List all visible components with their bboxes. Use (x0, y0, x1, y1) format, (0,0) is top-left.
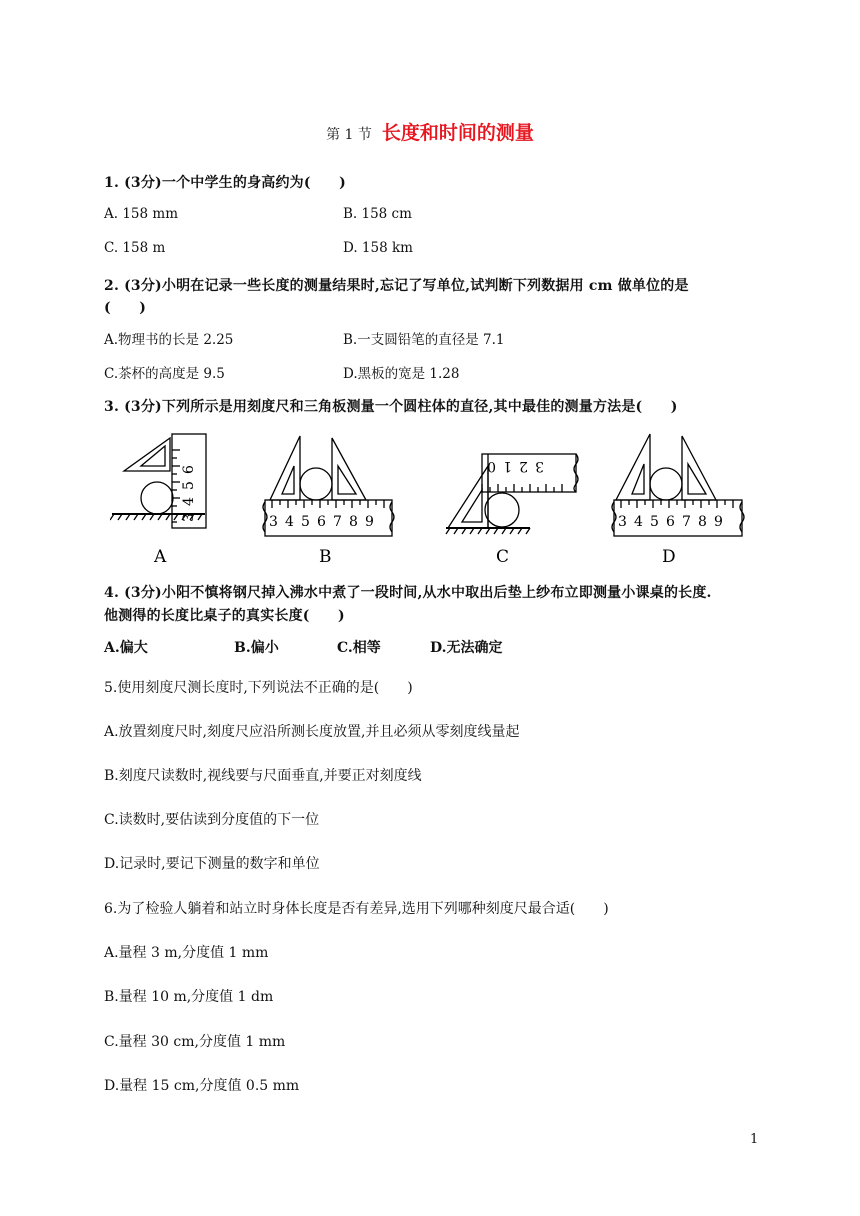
section-title: 长度和时间的测量 (381, 122, 534, 144)
question-5-stem: 5.使用刻度尺测长度时,下列说法不正确的是( ) (104, 680, 413, 696)
question-1-option-d: D. 158 km (343, 240, 413, 256)
question-1-option-c: C. 158 m (104, 240, 166, 256)
question-6-option-c: C.量程 30 cm,分度值 1 mm (104, 1034, 286, 1050)
ruler-d-number: 5 (650, 514, 659, 530)
ruler-c-number: 1 (503, 458, 512, 474)
ruler-b-number: 4 (285, 514, 294, 530)
question-4-option-b: B.偏小 (234, 640, 279, 656)
question-5-option-c: C.读数时,要估读到分度值的下一位 (104, 812, 320, 828)
figure-d (612, 434, 744, 536)
question-4-stem-line2: 他测得的长度比桌子的真实长度( ) (104, 608, 345, 624)
page-number: 1 (750, 1132, 759, 1147)
question-1-option-b: B. 158 cm (343, 206, 412, 222)
question-2-stem-line2: ( ) (104, 300, 147, 316)
figure-b (263, 436, 394, 536)
question-4-option-a: A.偏大 (104, 640, 148, 656)
ruler-b-number: 5 (301, 514, 310, 530)
page-title (0, 118, 860, 145)
question-6-stem: 6.为了检验人躺着和站立时身体长度是否有差异,选用下列哪种刻度尺最合适( ) (104, 901, 609, 917)
question-4-option-d: D.无法确定 (430, 640, 503, 656)
question-3-stem: 3. (3分)下列所示是用刻度尺和三角板测量一个圆柱体的直径,其中最佳的测量方法是( ) (104, 399, 678, 415)
figure-label-a: A (154, 547, 167, 567)
question-2-option-b: B.一支圆铅笔的直径是 7.1 (343, 332, 505, 348)
ruler-b-number: 7 (333, 514, 342, 530)
question-2-option-a: A.物理书的长是 2.25 (104, 332, 234, 348)
ruler-d-number: 9 (714, 514, 723, 530)
ruler-b-number: 9 (365, 514, 374, 530)
ruler-a-number: 3 (181, 513, 197, 522)
question-2-option-d: D.黑板的宽是 1.28 (343, 366, 460, 382)
ruler-b-number: 8 (349, 514, 358, 530)
figure-label-c: C (496, 547, 510, 567)
question-6-option-b: B.量程 10 m,分度值 1 dm (104, 989, 274, 1005)
ruler-d-number: 7 (682, 514, 691, 530)
question-6-option-a: A.量程 3 m,分度值 1 mm (104, 945, 269, 961)
ruler-c-number: 3 (535, 458, 544, 474)
question-2-option-c: C.茶杯的高度是 9.5 (104, 366, 225, 382)
ruler-d-number: 6 (666, 514, 675, 530)
ruler-c-number: 2 (519, 458, 528, 474)
ruler-c-number: 0 (487, 458, 496, 474)
section-label: 第 1 节 (326, 127, 372, 143)
question-4-stem-line1: 4. (3分)小阳不慎将钢尺掉入沸水中煮了一段时间,从水中取出后垫上纱布立即测量小课桌的长度. (104, 585, 712, 601)
ruler-d-number: 8 (698, 514, 707, 530)
ruler-d-number: 4 (634, 514, 643, 530)
question-1-stem: 1. (3分)一个中学生的身高约为( ) (104, 175, 346, 191)
ruler-a-number: 5 (181, 481, 197, 490)
question-6-option-d: D.量程 15 cm,分度值 0.5 mm (104, 1078, 300, 1094)
question-5-option-a: A.放置刻度尺时,刻度尺应沿所测长度放置,并且必须从零刻度线量起 (104, 724, 520, 740)
question-3-figures (110, 430, 750, 570)
figure-label-b: B (319, 547, 332, 567)
question-5-option-b: B.刻度尺读数时,视线要与尺面垂直,并要正对刻度线 (104, 768, 422, 784)
question-1-option-a: A. 158 mm (104, 206, 178, 222)
ruler-d-number: 3 (618, 514, 627, 530)
ruler-b-number: 6 (317, 514, 326, 530)
ruler-b-number: 3 (269, 514, 278, 530)
question-2-stem-line1: 2. (3分)小明在记录一些长度的测量结果时,忘记了写单位,试判断下列数据用 cm 做单位的是 (104, 278, 689, 294)
question-5-option-d: D.记录时,要记下测量的数字和单位 (104, 856, 320, 872)
question-4-option-c: C.相等 (337, 640, 381, 656)
ruler-a-number: 4 (181, 497, 197, 506)
figure-label-d: D (662, 547, 676, 567)
ruler-a-number: 6 (181, 465, 197, 474)
